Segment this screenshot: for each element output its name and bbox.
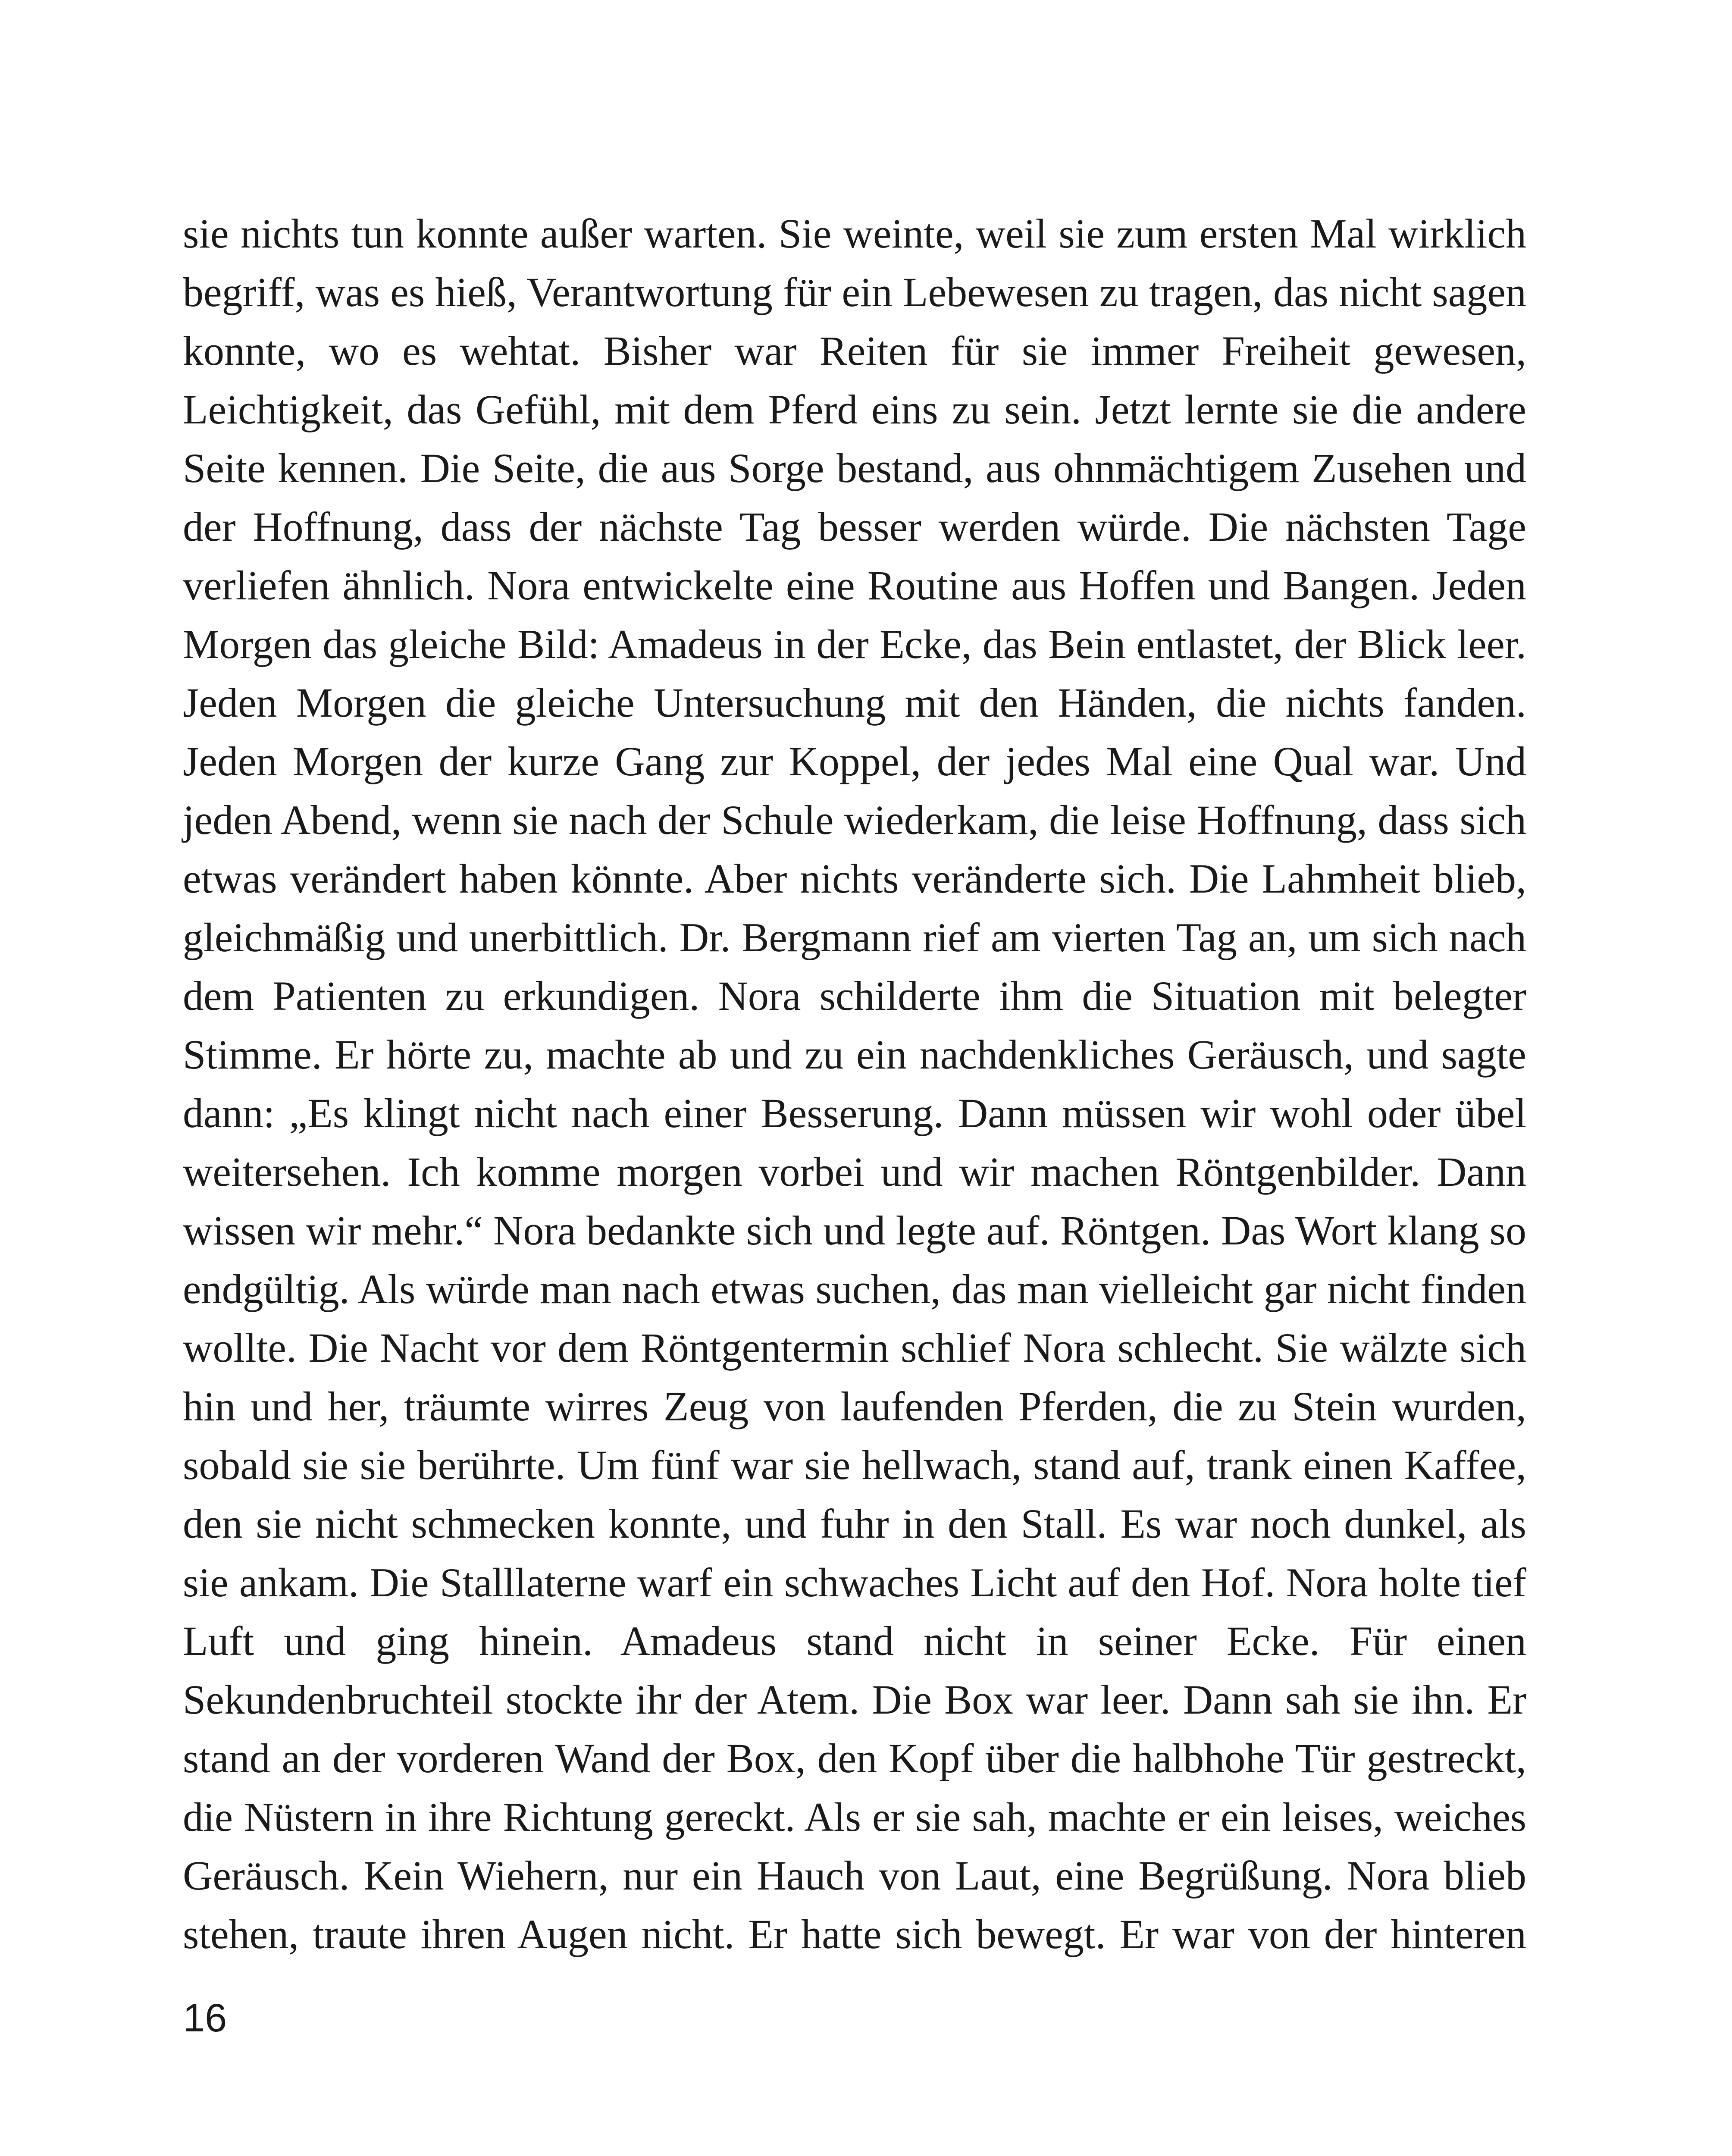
text-line: jeden Abend, wenn sie nach der Schule wiederkam, die leise Hoffnung, dass sich — [183, 797, 1526, 843]
text-line: die Nüstern in ihre Richtung gereckt. Als er sie sah, machte er ein leises, weiches — [183, 1794, 1526, 1840]
text-line: endgültig. Als würde man nach etwas suchen, das man vielleicht gar nicht finden — [183, 1266, 1526, 1312]
text-line: Seite kennen. Die Seite, die aus Sorge bestand, aus ohnmächtigem Zusehen und — [183, 445, 1526, 491]
text-line: Jeden Morgen der kurze Gang zur Koppel, der jedes Mal eine Qual war. Und — [183, 738, 1526, 784]
text-line: verliefen ähnlich. Nora entwickelte eine Routine aus Hoffen und Bangen. Jeden — [183, 562, 1526, 608]
text-line: wissen wir mehr.“ Nora bedankte sich und legte auf. Röntgen. Das Wort klang so — [183, 1207, 1526, 1253]
text-line: wollte. Die Nacht vor dem Röntgentermin schlief Nora schlecht. Sie wälzte sich — [183, 1325, 1526, 1371]
text-line: sie ankam. Die Stalllaterne warf ein schwaches Licht auf den Hof. Nora holte tief — [183, 1560, 1526, 1605]
text-line: Luft und ging hinein. Amadeus stand nicht in seiner Ecke. Für einen — [183, 1618, 1526, 1664]
text-line: stehen, traute ihren Augen nicht. Er hatte sich bewegt. Er war von der hinteren — [183, 1911, 1526, 1957]
text-line: Morgen das gleiche Bild: Amadeus in der Ecke, das Bein entlastet, der Blick leer. — [183, 621, 1526, 667]
text-line: Stimme. Er hörte zu, machte ab und zu ein nachdenkliches Geräusch, und sagte — [183, 1031, 1526, 1078]
text-line: dem Patienten zu erkundigen. Nora schilderte ihm die Situation mit belegter — [183, 973, 1526, 1019]
text-line: hin und her, träumte wirres Zeug von laufenden Pferden, die zu Stein wurden, — [183, 1383, 1526, 1429]
text-line: begriff, was es hieß, Verantwortung für ein Lebewesen zu tragen, das nicht sagen — [183, 269, 1526, 315]
text-line: Jeden Morgen die gleiche Untersuchung mit den Händen, die nichts fanden. — [183, 680, 1526, 726]
text-line: gleichmäßig und unerbittlich. Dr. Bergmann rief am vierten Tag an, um sich nach — [183, 915, 1526, 960]
text-line: stand an der vorderen Wand der Box, den Kopf über die halbhohe Tür gestreckt, — [183, 1735, 1526, 1781]
body-text — [183, 204, 1526, 1964]
text-line: Sekundenbruchteil stockte ihr der Atem. Die Box war leer. Dann sah sie ihn. Er — [183, 1677, 1526, 1723]
text-line: Leichtigkeit, das Gefühl, mit dem Pferd eins zu sein. Jetzt lernte sie die andere — [183, 386, 1526, 432]
text-line: etwas verändert haben könnte. Aber nichts veränderte sich. Die Lahmheit blieb, — [183, 856, 1526, 902]
text-line: sobald sie sie berührte. Um fünf war sie hellwach, stand auf, trank einen Kaffee, — [183, 1442, 1526, 1488]
text-line: dann: „Es klingt nicht nach einer Besserung. Dann müssen wir wohl oder übel — [183, 1090, 1526, 1136]
text-line: konnte, wo es wehtat. Bisher war Reiten für sie immer Freiheit gewesen, — [183, 328, 1526, 374]
text-line: sie nichts tun konnte außer warten. Sie weinte, weil sie zum ersten Mal wirklich — [183, 210, 1526, 257]
page-number: 16 — [183, 1996, 227, 2040]
text-line: weitersehen. Ich komme morgen vorbei und wir machen Röntgenbilder. Dann — [183, 1149, 1526, 1195]
text-line: Geräusch. Kein Wiehern, nur ein Hauch von Laut, eine Begrüßung. Nora blieb — [183, 1852, 1526, 1899]
text-line: der Hoffnung, dass der nächste Tag besser werden würde. Die nächsten Tage — [183, 504, 1526, 550]
text-line: den sie nicht schmecken konnte, und fuhr in den Stall. Es war noch dunkel, als — [183, 1501, 1526, 1547]
